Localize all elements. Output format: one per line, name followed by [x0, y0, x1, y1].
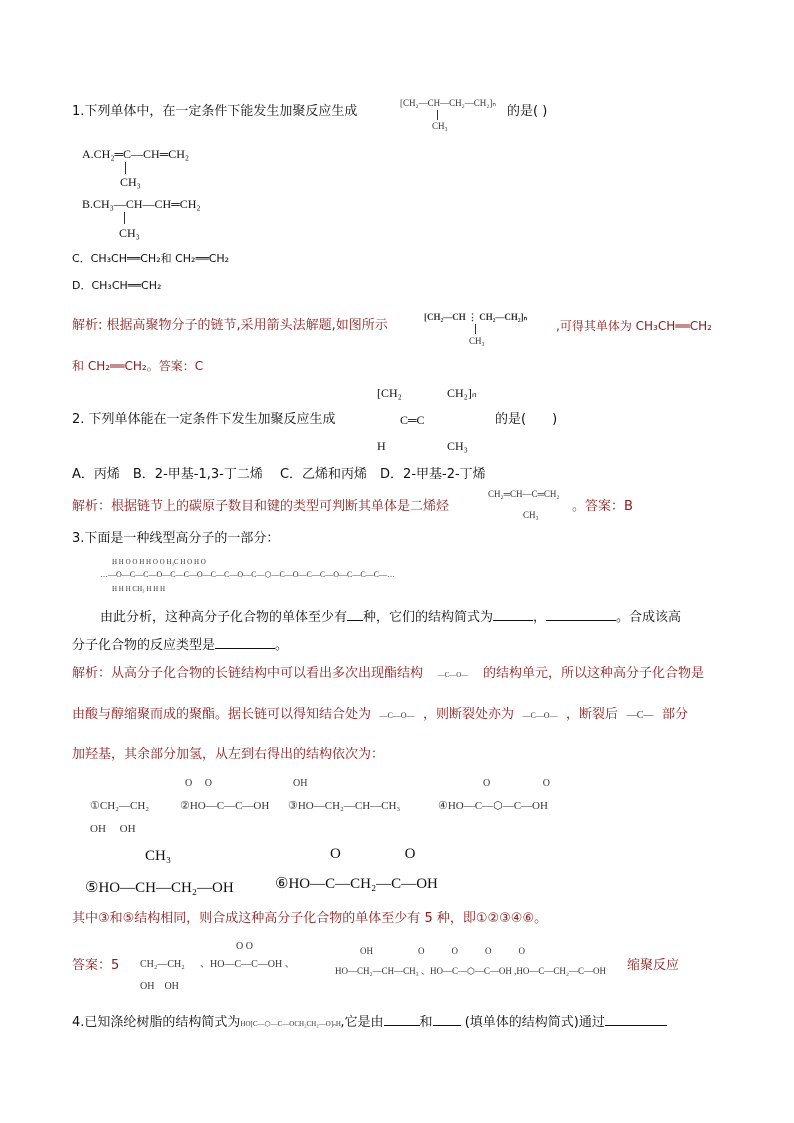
q3-conclusion: 其中③和⑤结构相同，则合成这种高分子化合物的单体至少有 5 种，即①②③④⑥。: [72, 911, 548, 926]
q1-polymer: [CH₂—CH—CH₂—CH₂]ₙ: [400, 98, 497, 108]
q1-option-b: B.CH₃—CH—CH═CH₂: [82, 197, 201, 211]
q1-analysis-end: ,可得其单体为 CH₃CH══CH₂: [556, 319, 712, 333]
answer-structure-1-sub: OH OH: [140, 981, 179, 992]
q2-struct-top-left: [CH₂: [377, 386, 402, 400]
q2-analysis: 解析：根据链节上的碳原子数目和键的类型可判断其单体是二烯烃: [72, 499, 450, 514]
q1-option-a: A.CH₂═C—CH═CH₂: [82, 147, 190, 161]
q3-answer-label: 答案：5: [72, 958, 120, 973]
q2-struct-top-right: CH₂]ₙ: [447, 386, 477, 400]
q3-analysis-line1: 解析：从高分子化合物的长链结构中可以看出多次出现酯结构 —C—O— 的结构单元，所以这种高分子化合物是: [72, 666, 705, 681]
q1-option-d: D．CH₃CH══CH₂: [72, 279, 162, 292]
q1-analysis: 解析: 根据高聚物分子的链节,采用箭头法解题,如图所示: [72, 318, 388, 333]
q2-struct-bot-left: H: [377, 439, 386, 453]
q1-analysis-line2: 和 CH₂══CH₂。答案：C: [72, 359, 204, 373]
q2-options: A．丙烯 B．2-甲基-1,3-丁二烯 C．乙烯和丙烯 D．2-甲基-2-丁烯: [72, 467, 486, 482]
q2-struct-bot-right: CH₃: [447, 439, 468, 453]
structure-4-top: O O: [483, 778, 550, 789]
q2-analysis-struct: CH₂═CH—C═CH₂: [488, 489, 560, 499]
q3-question-line1: 由此分析，这种高分子化合物的单体至少有 种，它们的结构简式为 ， 。合成该高: [100, 610, 682, 625]
answer-blank[interactable]: [215, 636, 275, 649]
q3-question-line2: 分子化合物的反应类型是 。: [72, 638, 289, 653]
q1-option-b-sub: CH₃: [119, 226, 140, 240]
q2-struct-mid: C═C: [400, 413, 425, 427]
q3-analysis-line2: 由酸与醇缩聚而成的聚酯。据长链可以得知结合处为 —C—O— ，则断裂处亦为 —C—O— ，断裂后 —C— 部分: [72, 707, 689, 722]
q2-stem-end: 的是( ): [495, 412, 558, 427]
structure-4: ④HO—C—⬡—C—OH: [438, 800, 548, 812]
q3-chain: …—O—C—C—O—C—C—O—C—C—O—C—⬡—C—O—C—C—O—C—C—C—…: [100, 570, 396, 579]
q3-answer-type: 缩聚反应: [627, 958, 680, 973]
answer-structure-1: CH₂—CH₂: [140, 959, 185, 970]
q2-analysis-end: 。答案：B: [572, 499, 633, 514]
q1-option-a-sub: CH₃: [120, 175, 141, 189]
q1-polymer-sub: CH₃: [432, 121, 448, 131]
structure-1: ①CH₂—CH₂: [90, 800, 150, 812]
structure-1-sub: OH OH: [90, 823, 136, 835]
structure-5: ⑤HO—CH—CH₂—OH: [85, 880, 234, 896]
answer-structure-2: 、HO—C—C—OH 、: [200, 959, 295, 970]
answer-blank[interactable]: [605, 1013, 667, 1026]
q1-stem: 1.下列单体中，在一定条件下能发生加聚反应生成: [72, 104, 358, 119]
q3-chain-top: H H O O H H O O H₃C H O H O: [112, 558, 206, 566]
structure-6: ⑥HO—C—CH₂—C—OH: [275, 876, 438, 892]
q1-stem-end: 的是( ): [507, 104, 548, 119]
q1-analysis-struct: [CH₂—CH ⋮ CH₂—CH₂]ₙ: [424, 312, 528, 322]
structure-3: ③HO—CH₂—CH—CH₃: [288, 800, 401, 812]
q4-question: 4.已知涤纶树脂的结构简式为HO[C—⬡—C—OCH₂CH₂—O]ₙH,它是由 和 (填单体的结构简式)通过: [72, 1013, 667, 1031]
answer-blank[interactable]: [546, 608, 616, 621]
answer-blank[interactable]: [433, 1013, 461, 1026]
q4-structure: HO[C—⬡—C—OCH₂CH₂—O]ₙH: [240, 1020, 341, 1028]
q3-chain-bottom: H H H CH₃ H H H: [112, 585, 165, 593]
q1-option-c: C．CH₃CH══CH₂和 CH₂══CH₂: [72, 252, 230, 265]
structure-2: ②HO—C—C—OH: [180, 800, 270, 812]
q3-analysis-line3: 加羟基，其余部分加氢，从左到右得出的结构依次为：: [72, 747, 385, 762]
q1-analysis-struct-sub: CH₃: [469, 336, 485, 346]
q2-analysis-struct-sub: CH₃: [523, 510, 539, 520]
answer-blank[interactable]: [493, 608, 533, 621]
structure-6-top: O O: [330, 846, 416, 862]
structure-2-top: O O: [185, 778, 212, 789]
structure-3-top: OH: [293, 778, 308, 789]
answer-structure-3-top: OH O O O O: [360, 946, 525, 956]
q2-stem: 2. 下列单体能在一定条件下发生加聚反应生成: [72, 412, 336, 427]
answer-structure-2-top: O O: [236, 941, 253, 952]
structure-5-top: CH₃: [145, 848, 172, 864]
answer-blank[interactable]: [384, 1013, 420, 1026]
q3-stem: 3.下面是一种线型高分子的一部分：: [72, 531, 280, 546]
answer-structure-3: HO—CH₂—CH—CH₃ 、HO—C—⬡—C—OH ,HO—C—CH₂—C—OH: [335, 966, 607, 976]
